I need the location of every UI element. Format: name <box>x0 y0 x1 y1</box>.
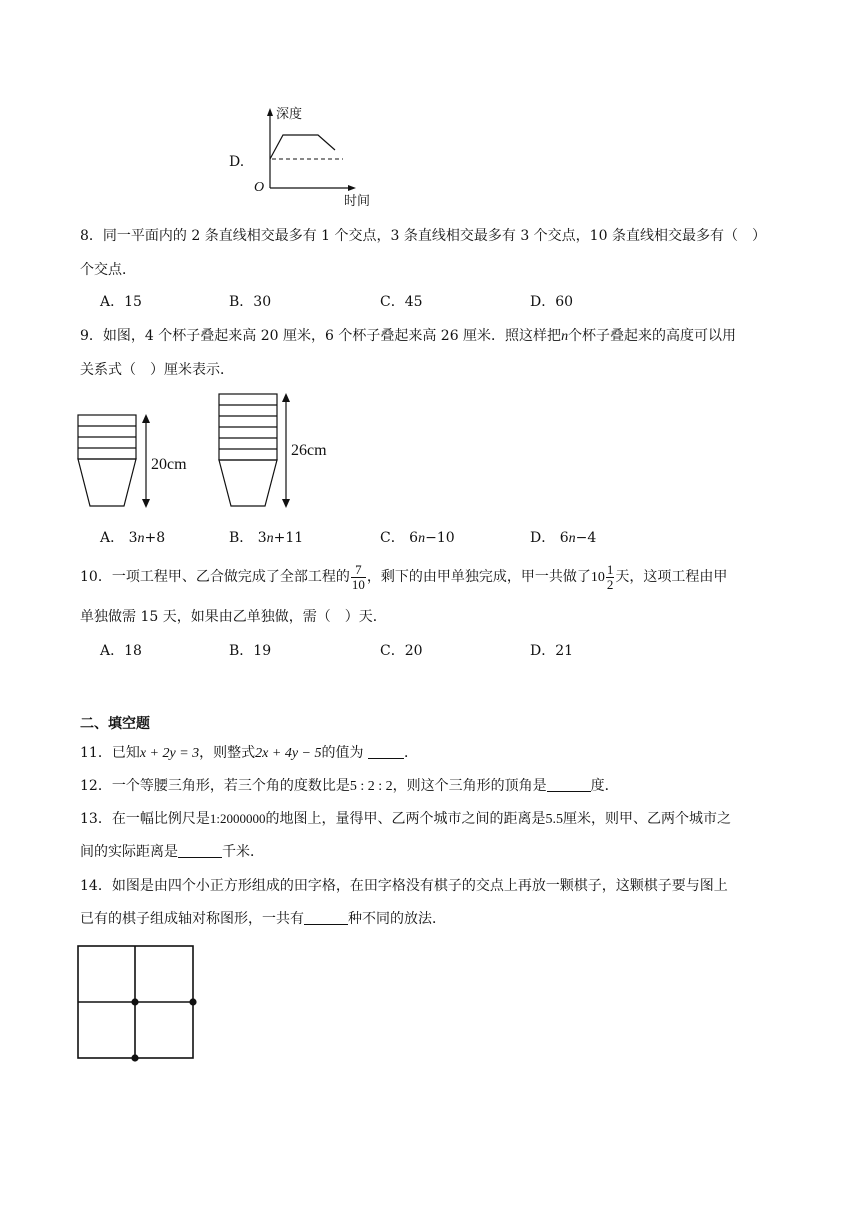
q8-option-a[interactable]: A．15 <box>100 294 142 310</box>
q10-option-b[interactable]: B．19 <box>229 643 272 659</box>
graph-origin-label: O <box>254 180 265 195</box>
q13-text-line1: 13．在一幅比例尺是1:2000000的地图上，量得甲、乙两个城市之间的距离是5.5厘米，则甲、乙两个城市之 <box>80 811 731 827</box>
q10-text-line2: 单独做需 15 天，如果由乙单独做，需（ ）天． <box>80 609 387 625</box>
section-title-fill-in: 二、填空题 <box>80 716 150 732</box>
q10-option-a[interactable]: A．18 <box>100 643 142 659</box>
q9-option-c[interactable]: C． 6n−10 <box>380 530 455 546</box>
left-height-label: 20cm <box>151 456 187 473</box>
chess-piece-center <box>131 998 138 1005</box>
fraction-7-10: $\frac{7}{10}$ <box>351 562 365 592</box>
q14-text-line2: 已有的棋子组成轴对称图形，一共有 种不同的放法． <box>80 911 446 927</box>
graph-y-axis-label: 深度 <box>276 107 303 122</box>
right-height-label: 26cm <box>291 442 327 459</box>
chess-piece-bottom-middle <box>131 1054 138 1061</box>
q9-text-line2: 关系式（ ）厘米表示． <box>80 362 234 378</box>
q8-text-line2: 个交点． <box>80 262 136 278</box>
q9-option-b[interactable]: B． 3n+11 <box>229 530 304 546</box>
q8-text-line1: 8．同一平面内的 2 条直线相交最多有 1 个交点，3 条直线相交最多有 3 个交点，10 条直线相交最多有（ ） <box>80 228 766 244</box>
q8-option-c[interactable]: C．45 <box>380 294 423 310</box>
q8-option-d[interactable]: D．60 <box>530 294 574 310</box>
q10-option-d[interactable]: D．21 <box>530 643 574 659</box>
q12-text: 12．一个等腰三角形，若三个角的度数比是5 : 2 : 2，则这个三角形的顶角是 度． <box>80 778 619 794</box>
q9-text-line1: 9．如图，4 个杯子叠起来高 20 厘米，6 个杯子叠起来高 26 厘米．照这样把n个杯子叠起来的高度可以用 <box>80 328 737 344</box>
fraction-1-2: $\frac{1}{2}$ <box>606 562 614 592</box>
q14-text-line1: 14．如图是由四个小正方形组成的田字格，在田字格没有棋子的交点上再放一颗棋子，这颗棋子要与图上 <box>80 878 728 894</box>
chess-piece-right-middle <box>189 998 196 1005</box>
q11-text: 11．已知x + 2y = 3，则整式2x + 4y − 5的值为 ． <box>80 745 418 761</box>
graph-x-axis-label: 时间 <box>344 194 371 209</box>
q10-option-c[interactable]: C．20 <box>380 643 423 659</box>
q8-option-b[interactable]: B．30 <box>229 294 272 310</box>
q9-option-d[interactable]: D． 6n−4 <box>530 530 597 546</box>
q13-text-line2: 间的实际距离是 千米． <box>80 844 264 860</box>
q9-option-a[interactable]: A． 3n+8 <box>100 530 166 546</box>
q7-option-d-label: D. <box>229 154 245 170</box>
q10-text-line1: 10．一项工程甲、乙合做完成了全部工程的 $\frac{7}{10}$ ，剩下的由甲单独完成，甲一共做了10 $\frac{1}{2}$ 天，这项工程由甲 <box>80 562 728 592</box>
